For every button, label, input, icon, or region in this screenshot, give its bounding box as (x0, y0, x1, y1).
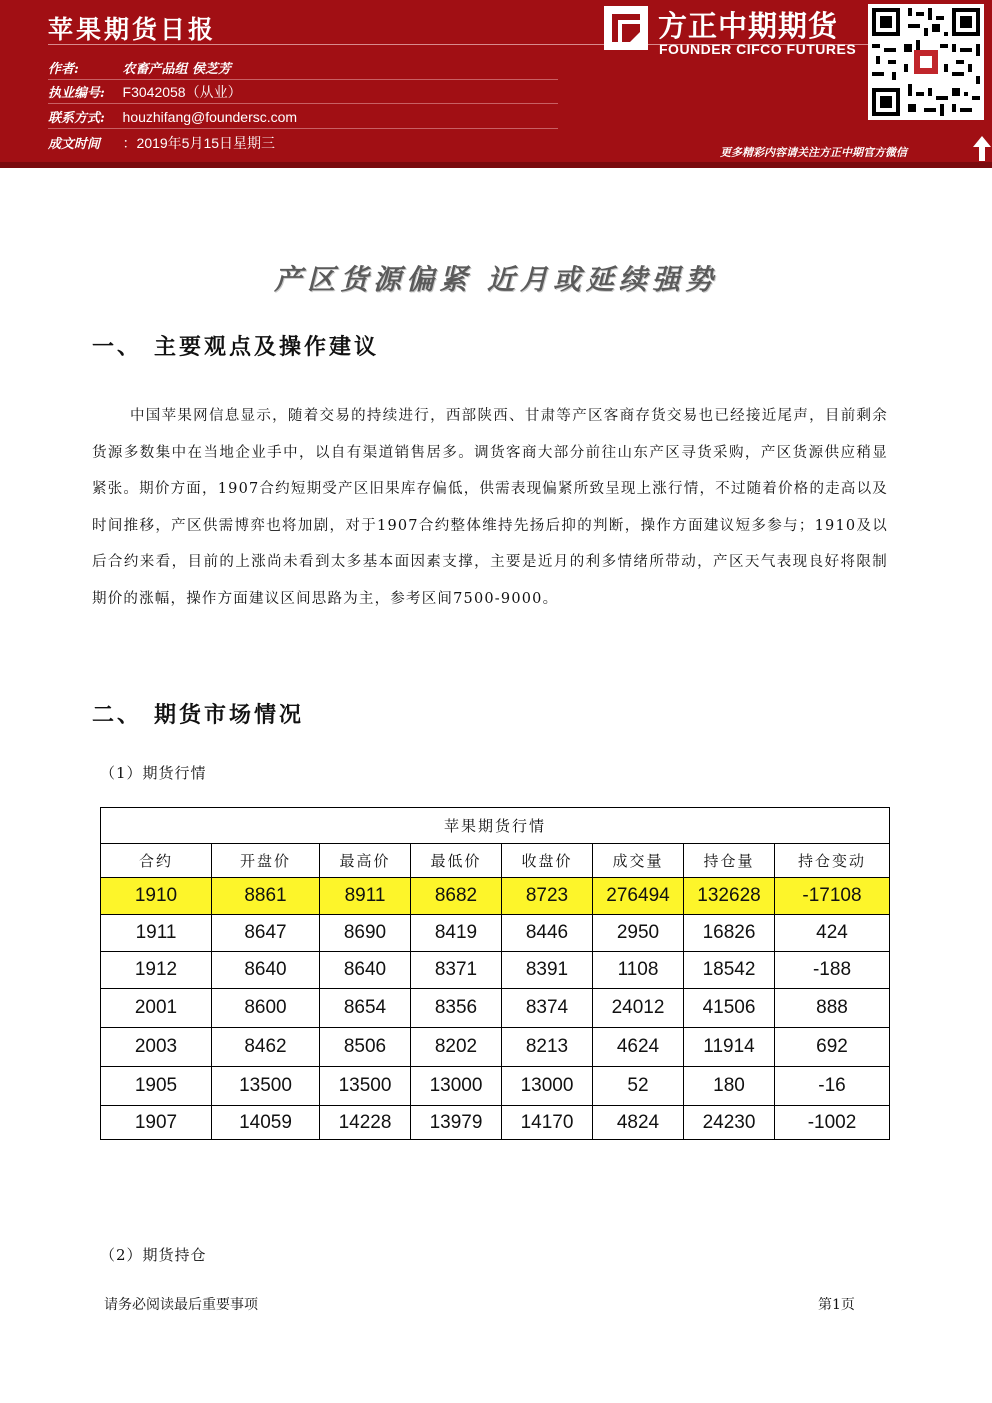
date-line (48, 133, 275, 153)
section-number: 一、 (92, 334, 143, 360)
table-row (101, 1106, 890, 1140)
section-heading-2 (92, 698, 304, 729)
table-cell: 1911 (101, 915, 212, 952)
table-cell: 1905 (101, 1067, 212, 1106)
futures-quote-table (100, 807, 890, 1140)
section-title: 期货市场情况 (154, 702, 305, 728)
column-header: 收盘价 (502, 844, 593, 878)
table-cell: 8202 (411, 1028, 502, 1067)
table-cell: -1002 (775, 1106, 890, 1140)
logo-text-cn: 方正中期期货 (658, 9, 839, 43)
table-row (101, 915, 890, 952)
contact-label: 联系方式: (48, 111, 105, 126)
table-cell: 8391 (502, 952, 593, 989)
table-cell: 41506 (684, 989, 775, 1028)
table-cell: 52 (593, 1067, 684, 1106)
table-cell: 16826 (684, 915, 775, 952)
table-row (101, 952, 890, 989)
page-number: 第1页 (818, 1297, 855, 1313)
qr-code-icon (868, 4, 984, 120)
table-row (101, 1028, 890, 1067)
table-cell: 132628 (684, 878, 775, 915)
table-cell: 24012 (593, 989, 684, 1028)
up-arrow-icon (972, 134, 992, 162)
table-cell: 14059 (212, 1106, 320, 1140)
table-cell: 8419 (411, 915, 502, 952)
report-title: 苹果期货日报 (48, 15, 217, 44)
founder-logo-icon (604, 6, 648, 50)
column-header: 持仓变动 (775, 844, 890, 878)
author-line (48, 58, 231, 77)
license-value: F3042058（从业） (122, 84, 242, 100)
table-row (101, 878, 890, 915)
table-cell: 1907 (101, 1106, 212, 1140)
author-value: 农畜产品组 侯芝芳 (122, 62, 232, 77)
column-header: 合约 (101, 844, 212, 878)
table-row (101, 1067, 890, 1106)
logo-text-en: FOUNDER CIFCO FUTURES (659, 41, 857, 57)
table-cell: 8640 (212, 952, 320, 989)
contact-value[interactable]: houzhifang@foundersc.com (122, 109, 298, 125)
table-cell: 276494 (593, 878, 684, 915)
table-cell: 1912 (101, 952, 212, 989)
meta-rule (48, 128, 558, 129)
table-cell: 13000 (502, 1067, 593, 1106)
table-cell: 8462 (212, 1028, 320, 1067)
column-header: 最高价 (320, 844, 411, 878)
table-cell: -16 (775, 1067, 890, 1106)
header-divider (0, 162, 992, 168)
table-cell: 8654 (320, 989, 411, 1028)
license-line (48, 82, 242, 102)
wechat-follow-note: 更多精彩内容请关注方正中期官方微信 (720, 146, 907, 159)
table-cell: 8213 (502, 1028, 593, 1067)
footer-disclaimer: 请务必阅读最后重要事项 (104, 1297, 258, 1313)
table-cell: 8446 (502, 915, 593, 952)
table-cell: 8356 (411, 989, 502, 1028)
table-cell: 8371 (411, 952, 502, 989)
table-cell: 1108 (593, 952, 684, 989)
document-title: 产区货源偏紧 近月或延续强势 (274, 263, 718, 296)
contact-line (48, 107, 297, 126)
table-cell: 8374 (502, 989, 593, 1028)
meta-rule (48, 103, 558, 104)
table-cell: 2001 (101, 989, 212, 1028)
table-cell: 8861 (212, 878, 320, 915)
table-cell: -17108 (775, 878, 890, 915)
table-cell: 1910 (101, 878, 212, 915)
section-number: 二、 (92, 702, 143, 728)
subsection-futures-positions: （2）期货持仓 (100, 1246, 207, 1264)
column-header: 最低价 (411, 844, 502, 878)
table-cell: 2950 (593, 915, 684, 952)
table-cell: -188 (775, 952, 890, 989)
table-cell: 8506 (320, 1028, 411, 1067)
table-cell: 8647 (212, 915, 320, 952)
table-cell: 13500 (212, 1067, 320, 1106)
table-caption-row (101, 808, 890, 844)
table-cell: 14228 (320, 1106, 411, 1140)
table-cell: 8682 (411, 878, 502, 915)
table-cell: 18542 (684, 952, 775, 989)
table-row (101, 989, 890, 1028)
table-cell: 2003 (101, 1028, 212, 1067)
table-cell: 14170 (502, 1106, 593, 1140)
table-cell: 8690 (320, 915, 411, 952)
column-header: 成交量 (593, 844, 684, 878)
section-title: 主要观点及操作建议 (154, 334, 380, 360)
license-label: 执业编号: (48, 86, 105, 101)
section-heading-1 (92, 330, 379, 361)
table-cell: 4624 (593, 1028, 684, 1067)
summary-paragraph: 中国苹果网信息显示，随着交易的持续进行，西部陕西、甘肃等产区客商存货交易也已经接近尾声，目前剩余货源多数集中在当地企业手中，以自有渠道销售居多。调货客商大部分前往山东产区寻货采购，产区货源供应稍显紧张。期价方面，1907合约短期受产区旧果库存偏低，供需表现偏紧所致呈现上涨行情，不过随着价格的走高以及时间推移，产区供需博弈也将加剧，对于1907合约整体维持先扬后抑的判断，操作方面建议短多参与；1910及以后合约来看，目前的上涨尚未看到太多基本面因素支撑，主要是近月的利多情绪所带动，产区天气表现良好将限制期价的涨幅，操作方面建议区间思路为主，参考区间7500-9000。 (92, 408, 888, 607)
subsection-futures-quotes: （1）期货行情 (100, 764, 207, 782)
table-cell: 8640 (320, 952, 411, 989)
table-cell: 8723 (502, 878, 593, 915)
table-cell: 888 (775, 989, 890, 1028)
table-cell: 13979 (411, 1106, 502, 1140)
table-header-row (101, 844, 890, 878)
date-value: ：2019年5月15日星期三 (122, 135, 276, 151)
table-cell: 13000 (411, 1067, 502, 1106)
author-label: 作者: (48, 62, 79, 77)
table-cell: 4824 (593, 1106, 684, 1140)
table-cell: 11914 (684, 1028, 775, 1067)
column-header: 持仓量 (684, 844, 775, 878)
table-cell: 8600 (212, 989, 320, 1028)
table-cell: 180 (684, 1067, 775, 1106)
table-caption: 苹果期货行情 (101, 808, 890, 844)
column-header: 开盘价 (212, 844, 320, 878)
table-cell: 24230 (684, 1106, 775, 1140)
table-cell: 13500 (320, 1067, 411, 1106)
table-cell: 692 (775, 1028, 890, 1067)
meta-rule (48, 79, 558, 80)
date-label: 成文时间 (48, 137, 101, 152)
table-cell: 424 (775, 915, 890, 952)
table-cell: 8911 (320, 878, 411, 915)
